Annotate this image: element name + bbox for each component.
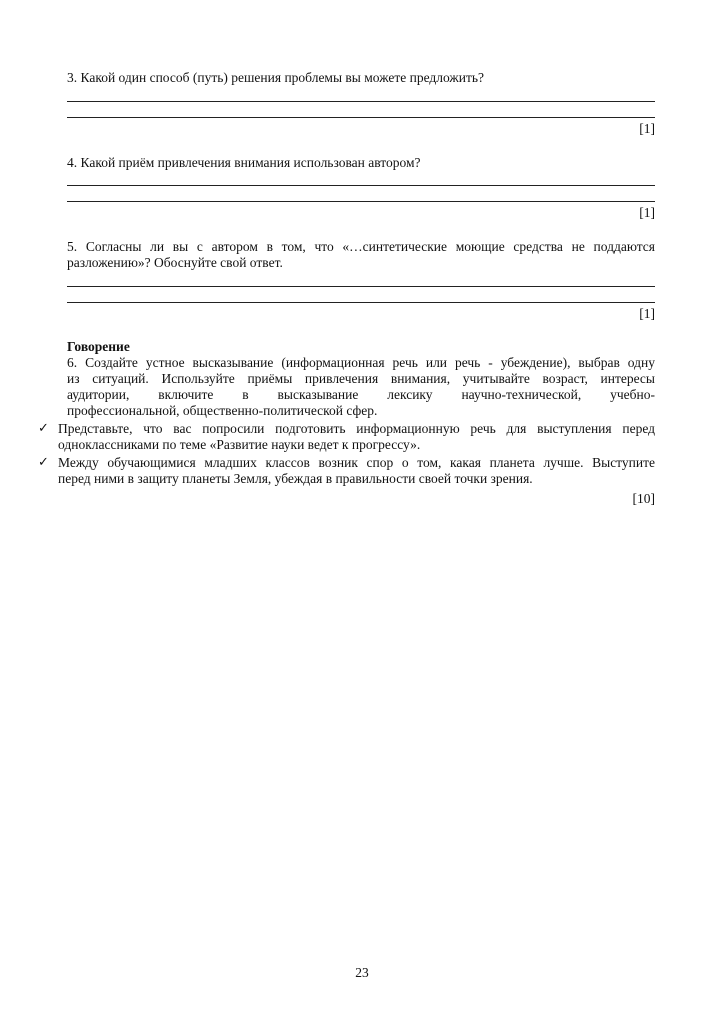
situation-text-line2: одноклассниками по теме «Развитие науки ведет к прогрессу». bbox=[58, 437, 421, 452]
speaking-score: [10] bbox=[632, 491, 655, 506]
question-4-score: [1] bbox=[639, 205, 655, 220]
question-5-text-line1: 5. Согласны ли вы с автором в том, что «…синтетические моющие средства не поддаются bbox=[67, 239, 655, 254]
situation-text-line2: перед ними в защиту планеты Земля, убеждая в правильности своей точки зрения. bbox=[58, 471, 533, 486]
question-3-text: 3. Какой один способ (путь) решения проблемы вы можете предложить? bbox=[67, 70, 485, 85]
situation-text bbox=[58, 421, 655, 453]
checkmark-icon: ✓ bbox=[38, 421, 49, 436]
answer-line bbox=[67, 201, 655, 202]
speaking-task-line1: 6. Создайте устное высказывание (информационная речь или речь - убеждение), выбрав одну bbox=[67, 355, 655, 370]
section-heading-speaking: Говорение bbox=[67, 339, 130, 354]
answer-line bbox=[67, 302, 655, 303]
question-3 bbox=[67, 70, 655, 86]
checkmark-icon: ✓ bbox=[38, 455, 49, 470]
question-5-text-line2: разложению»? Обоснуйте свой ответ. bbox=[67, 255, 283, 270]
speaking-task-line4: профессиональной, общественно-политической сфер. bbox=[67, 403, 378, 418]
question-4-text: 4. Какой приём привлечения внимания использован автором? bbox=[67, 155, 421, 170]
page-number: 23 bbox=[355, 965, 369, 980]
answer-line bbox=[67, 117, 655, 118]
question-5 bbox=[67, 239, 655, 271]
answer-line bbox=[67, 101, 655, 102]
question-4 bbox=[67, 155, 655, 171]
situation-text-line1: Между обучающимися младших классов возник спор о том, какая планета лучше. Выступите bbox=[58, 455, 655, 470]
answer-line bbox=[67, 185, 655, 186]
situation-text-line1: Представьте, что вас попросили подготовить информационную речь для выступления перед bbox=[58, 421, 655, 436]
speaking-task-line3: аудитории, включите в высказывание лексику научно-технической, учебно- bbox=[67, 387, 655, 402]
question-5-score: [1] bbox=[639, 306, 655, 321]
question-3-score: [1] bbox=[639, 121, 655, 136]
speaking-task-line2: из ситуаций. Используйте приёмы привлечения внимания, учитывайте возраст, интересы bbox=[67, 371, 655, 386]
answer-line bbox=[67, 286, 655, 287]
speaking-task bbox=[67, 355, 655, 419]
situation-text bbox=[58, 455, 655, 487]
